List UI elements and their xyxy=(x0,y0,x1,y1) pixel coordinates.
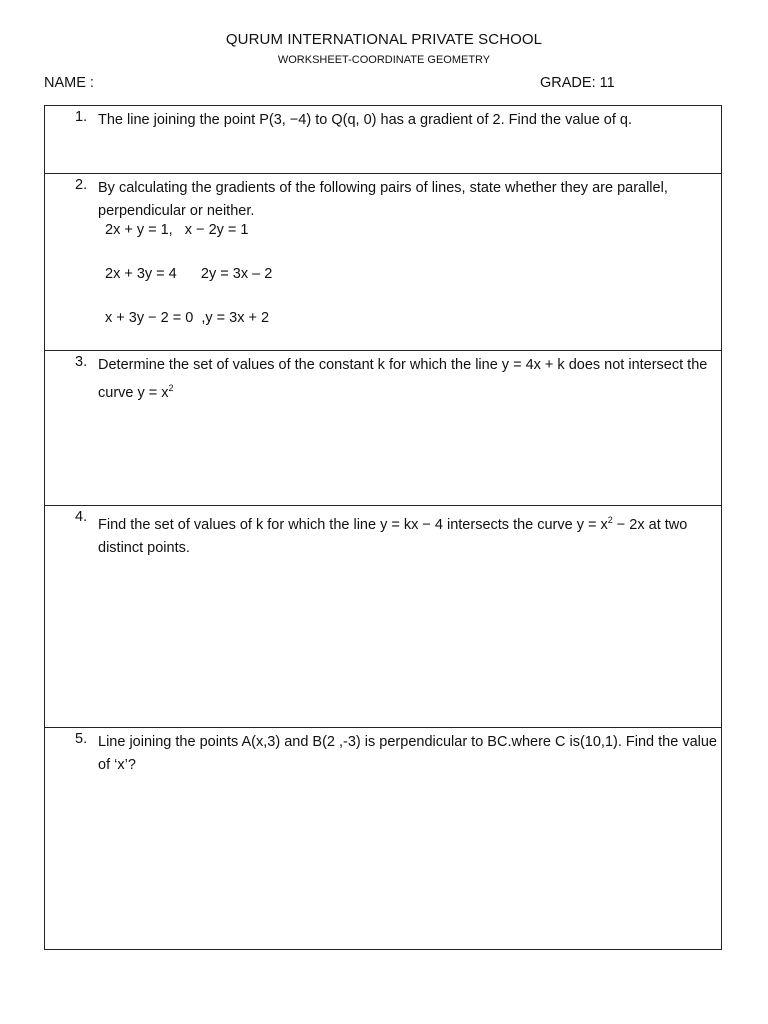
equation-pair-2: 2x + 3y = 4 2y = 3x – 2 xyxy=(105,266,273,282)
question-number: 5. xyxy=(75,731,88,747)
question-row-3 xyxy=(45,351,721,506)
question-number: 3. xyxy=(75,354,88,370)
question-row-2 xyxy=(45,174,721,351)
equation-pair-3: x + 3y − 2 = 0 ,y = 3x + 2 xyxy=(105,310,270,326)
question-row-4 xyxy=(45,506,721,728)
question-text: By calculating the gradients of the following pairs of lines, state whether they are parallel, perpendicular or neither. xyxy=(98,180,668,219)
question-row-1 xyxy=(45,106,721,174)
question-number: 1. xyxy=(75,109,88,125)
superscript-exponent: 2 xyxy=(607,515,613,525)
question-row-5 xyxy=(45,728,721,949)
question-text-main: Determine the set of values of the constant k for which the line y = 4x + k does not intersect the curve y = x xyxy=(98,357,708,401)
grade-label: GRADE: 11 xyxy=(540,75,615,91)
school-name: QURUM INTERNATIONAL PRIVATE SCHOOL xyxy=(225,31,543,48)
equation-pair-1: 2x + y = 1, x − 2y = 1 xyxy=(105,222,249,238)
name-label: NAME : xyxy=(44,75,94,91)
question-text xyxy=(98,354,719,405)
question-number: 4. xyxy=(75,509,88,525)
questions-table xyxy=(44,105,722,950)
question-number: 2. xyxy=(75,177,88,193)
question-text xyxy=(98,509,719,560)
question-text-pre: Find the set of values of k for which the line y = kx − 4 intersects the curve y = x xyxy=(98,517,608,533)
question-text: The line joining the point P(3, −4) to Q(q, 0) has a gradient of 2. Find the value of q. xyxy=(98,112,633,128)
worksheet-title: WORKSHEET-COORDINATE GEOMETRY xyxy=(277,54,491,66)
question-text: Line joining the points A(x,3) and B(2 ,-3) is perpendicular to BC.where C is(10,1). Find the value of ‘x’? xyxy=(98,734,717,773)
question-text-post: − 2x at two distinct points. xyxy=(98,517,688,556)
superscript-exponent: 2 xyxy=(168,383,174,393)
